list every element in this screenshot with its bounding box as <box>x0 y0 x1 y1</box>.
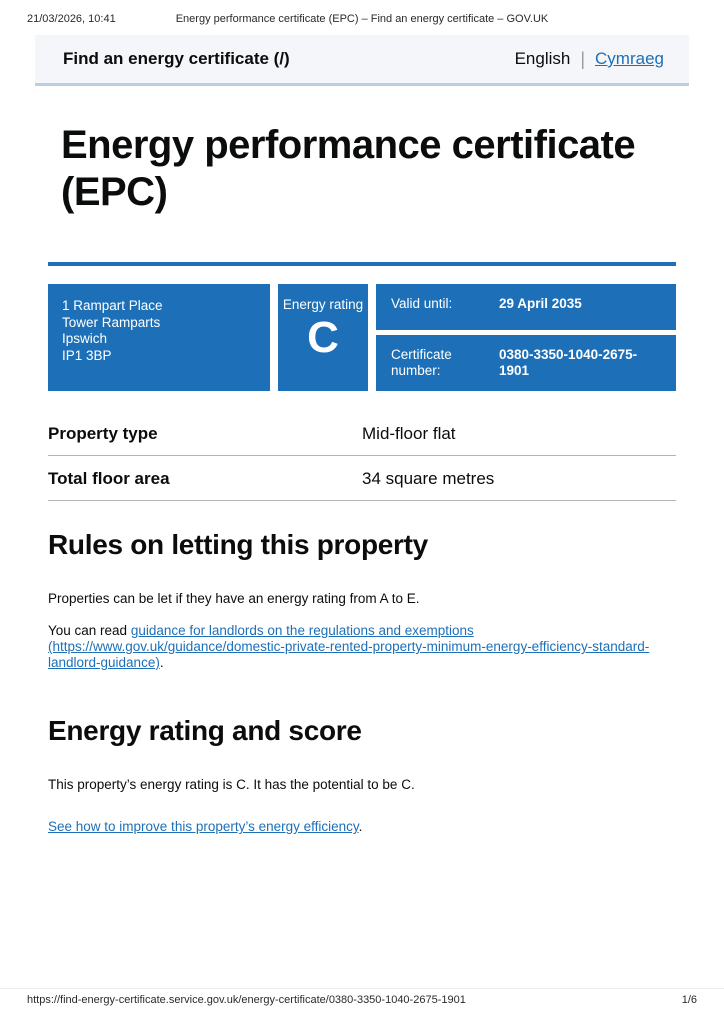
certificate-number-label: Certificate number: <box>391 347 452 378</box>
address-line-3: Ipswich <box>62 331 108 346</box>
main-content <box>48 86 676 835</box>
improve-efficiency-link[interactable]: See how to improve this property’s energy efficiency <box>48 819 359 834</box>
service-header <box>35 35 689 86</box>
property-address <box>48 284 270 391</box>
rules-section-heading: Rules on letting this property <box>48 529 428 560</box>
table-row <box>48 456 676 501</box>
improve-efficiency-line <box>48 819 676 835</box>
total-floor-area-label: Total floor area <box>48 469 170 488</box>
valid-until-value: 29 April 2035 <box>499 296 582 311</box>
letting-guidance-paragraph <box>48 623 676 671</box>
section-divider-rule <box>48 262 676 266</box>
rating-section-heading: Energy rating and score <box>48 715 362 746</box>
improve-efficiency-suffix: . <box>358 819 363 834</box>
certificate-summary-panel <box>48 284 676 391</box>
guidance-text-suffix: . <box>159 655 164 670</box>
energy-rating-box <box>278 284 368 391</box>
certificate-number-box <box>376 335 676 391</box>
energy-rating-value: C <box>307 313 339 362</box>
valid-until-box <box>376 284 676 330</box>
property-details-table <box>48 411 676 501</box>
letting-rules-paragraph: Properties can be let if they have an energy rating from A to E. <box>48 591 420 606</box>
rating-summary-paragraph: This property’s energy rating is C. It has the potential to be C. <box>48 777 415 792</box>
print-footer-url: https://find-energy-certificate.service.gov.uk/energy-certificate/0380-3350-1040-2675-1901 <box>27 994 466 1006</box>
valid-until-label: Valid until: <box>391 296 453 311</box>
total-floor-area-value: 34 square metres <box>362 469 495 488</box>
address-postcode: IP1 3BP <box>62 347 112 363</box>
print-document-title: Energy performance certificate (EPC) – Find an energy certificate – GOV.UK <box>175 13 549 25</box>
property-type-label: Property type <box>48 424 158 443</box>
guidance-text-prefix: You can read <box>48 623 131 638</box>
service-name-link[interactable]: Find an energy certificate (/) <box>63 49 290 68</box>
print-page-indicator: 1/6 <box>681 994 697 1006</box>
language-current: English <box>514 49 571 68</box>
language-switcher <box>515 49 664 70</box>
landlord-guidance-link[interactable]: guidance for landlords on the regulations and exemptions (https://www.gov.uk/guidance/domestic-private-rented-property-minimum-energy-efficiency-standard-landlord-guidance) <box>48 623 650 670</box>
certificate-number-value: 0380-3350-1040-2675-1901 <box>499 347 638 378</box>
address-line-2: Tower Ramparts <box>62 314 161 330</box>
address-line-1: 1 Rampart Place <box>62 298 163 313</box>
print-header <box>0 13 724 25</box>
energy-rating-label: Energy rating <box>282 297 364 312</box>
language-separator: | <box>580 48 586 69</box>
language-link-cymraeg[interactable]: Cymraeg <box>595 49 664 68</box>
property-type-value: Mid-floor flat <box>362 424 456 443</box>
print-footer <box>0 988 724 1006</box>
print-datetime: 21/03/2026, 10:41 <box>27 13 116 25</box>
certificate-meta-column <box>376 284 676 391</box>
table-row <box>48 411 676 456</box>
page-title: Energy performance certificate (EPC) <box>61 123 636 214</box>
